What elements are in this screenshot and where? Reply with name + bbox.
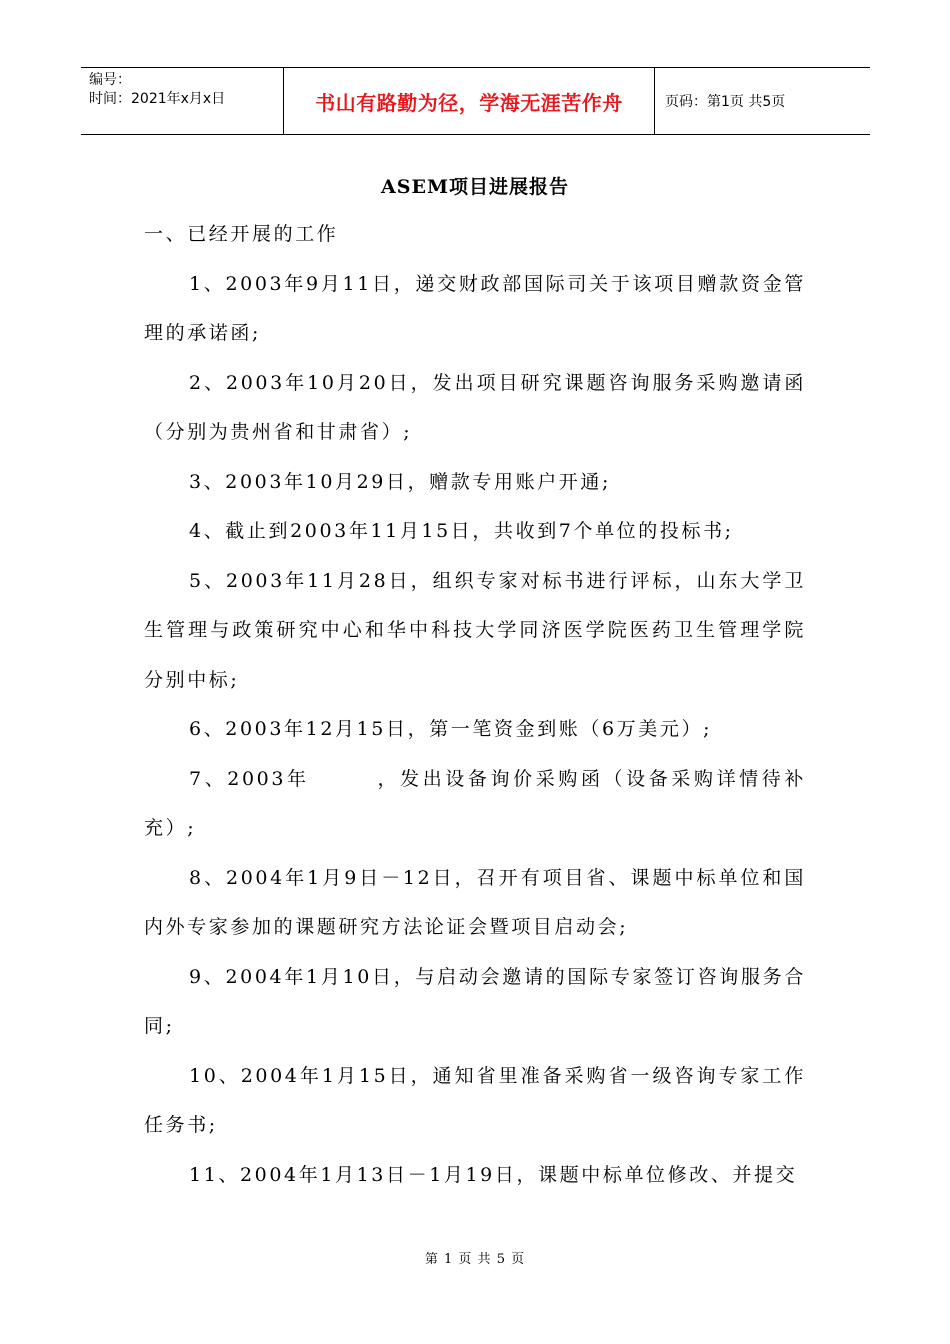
- list-item: 1、2003年9月11日，递交财政部国际司关于该项目赠款资金管理的承诺函;: [144, 272, 806, 344]
- section-heading: 一、已经开展的工作: [144, 223, 339, 245]
- page-footer: 第 1 页 共 5 页: [424, 1252, 526, 1267]
- page-info: 页码：第1页 共5页: [665, 94, 786, 110]
- header-motto-cell: [283, 68, 655, 134]
- list-item: 8、2004年1月9日－12日，召开有项目省、课题中标单位和国内外专家参加的课题研究方法论证会暨项目启动会;: [144, 866, 806, 938]
- list-item: 11、2004年1月13日－1月19日，课题中标单位修改、并提交: [189, 1163, 798, 1186]
- motto-text: 书山有路勤为径，学海无涯苦作舟: [315, 90, 623, 115]
- list-item: 9、2004年1月10日，与启动会邀请的国际专家签订咨询服务合同;: [144, 965, 806, 1037]
- list-item: 6、2003年12月15日，第一笔资金到账（6万美元）;: [189, 718, 713, 740]
- header-page-info-cell: [655, 68, 870, 134]
- document-header: [81, 67, 870, 135]
- number-label: 编号：: [89, 72, 131, 88]
- header-meta: [81, 68, 283, 134]
- time-label: 时间：2021年x月x日: [89, 91, 226, 107]
- list-item: 7、2003年 ，发出设备询价采购函（设备采购详情待补充）;: [144, 767, 806, 839]
- document-body: [144, 210, 806, 1200]
- list-item: 2、2003年10月20日，发出项目研究课题咨询服务采购邀请函（分别为贵州省和甘肃省）;: [144, 371, 806, 443]
- list-item: 4、截止到2003年11月15日，共收到7个单位的投标书;: [189, 520, 734, 542]
- document-title: ASEM项目进展报告: [381, 176, 569, 198]
- list-item: 10、2004年1月15日，通知省里准备采购省一级咨询专家工作任务书;: [144, 1064, 806, 1136]
- list-item: 3、2003年10月29日，赠款专用账户开通;: [189, 470, 611, 493]
- list-item: 5、2003年11月28日，组织专家对标书进行评标，山东大学卫生管理与政策研究中心和华中科技大学同济医学院医药卫生管理学院分别中标;: [144, 569, 806, 691]
